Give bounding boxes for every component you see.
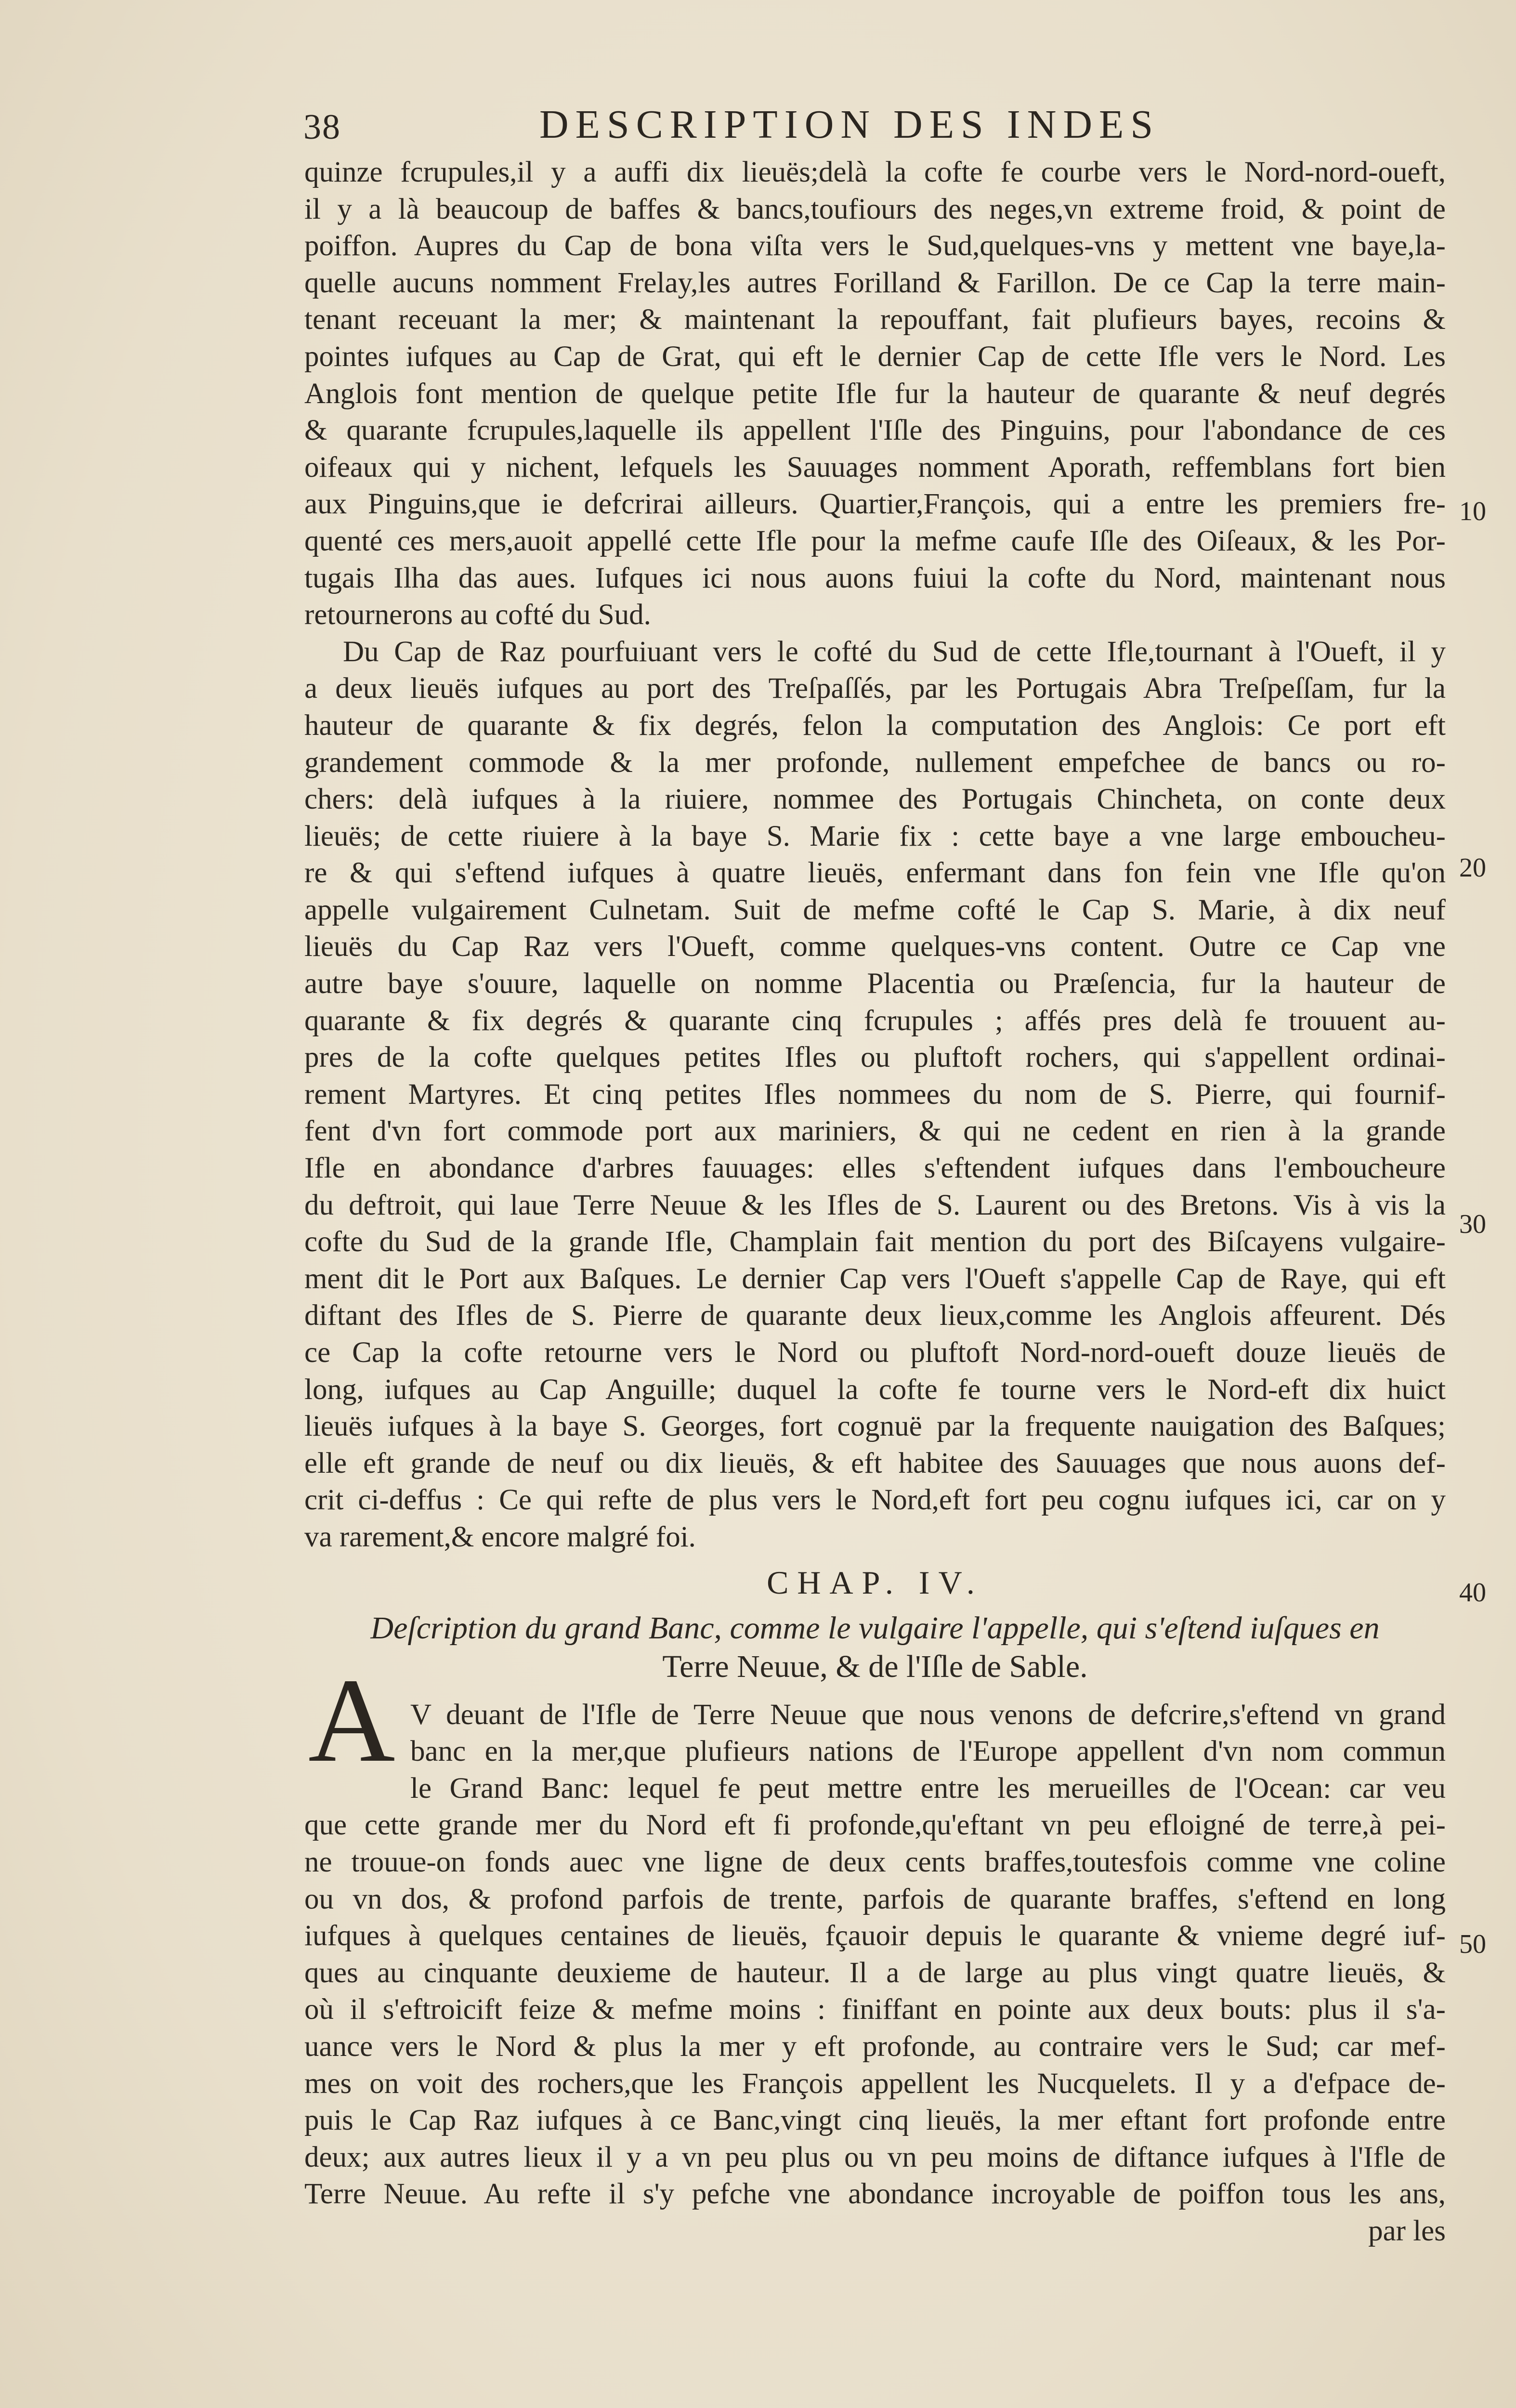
text-line: où il s'eftroicift feize & mefme moins : finiffant en pointe aux deux bouts: plus il s'a- (304, 1993, 1446, 2026)
text-line: uance vers le Nord & plus la mer y eft profonde, au contraire vers le Sud; car mef- (304, 2030, 1446, 2063)
text-line: ques au cinquante deuxieme de hauteur. Il a de large au plus vingt quatre lieuës, & (304, 1956, 1446, 1989)
text-line: il y a là beaucoup de baffes & bancs,toufiours des neges,vn extreme froid, & point de (304, 193, 1446, 225)
text-line: va rarement,& encore malgré foi. (304, 1520, 696, 1553)
text-line: tugais Ilha das aues. Iufques ici nous auons fuiui la cofte du Nord, maintenant nous (304, 562, 1446, 594)
text-line: rement Martyres. Et cinq petites Ifles nommees du nom de S. Pierre, qui fournif- (304, 1078, 1446, 1111)
text-line: lieuës iufques à la baye S. Georges, fort cognuë par la frequente nauigation des Baſques; (304, 1410, 1446, 1443)
page-number: 38 (303, 107, 341, 147)
text-line: appelle vulgairement Culnetam. Suit de mefme cofté le Cap S. Marie, à dix neuf (304, 893, 1446, 926)
margin-number: 20 (1459, 853, 1486, 883)
paragraph-1 (304, 154, 1446, 634)
text-line: a deux lieuës iufques au port des Treſpaſſés, par les Portugais Abra Treſpeſſam, fur la (304, 672, 1446, 705)
text-line: oifeaux qui y nichent, lefquels les Sauuages nomment Aporath, reffemblans fort bien (304, 451, 1446, 484)
margin-number: 40 (1459, 1578, 1486, 1608)
text-line: ment dit le Port aux Baſques. Le dernier Cap vers l'Oueft s'appelle Cap de Raye, qui eft (304, 1262, 1446, 1295)
chapter-heading: CHAP. IV. (767, 1564, 983, 1601)
text-line: Ifle en abondance d'arbres fauuages: elles s'eftendent iufques dans l'embouchеure (304, 1152, 1446, 1185)
running-head: DESCRIPTION DES INDES (539, 102, 1160, 147)
chapter-title-continued: Terre Neuue, & de l'Iſle de Sable. (662, 1649, 1088, 1684)
text-line: chers: delà iufques à la riuiere, nommee des Portugais Chincheta, on conte deux (304, 783, 1446, 816)
text-line: pres de la cofte quelques petites Ifles ou pluftoft rochers, qui s'appellent ordinai- (304, 1041, 1446, 1074)
margin-number: 10 (1459, 497, 1486, 526)
text-line: re & qui s'eftend iufques à quatre lieuës, enfermant dans fon fein vne Ifle qu'on (304, 857, 1446, 890)
text-line: poiffon. Aupres du Cap de bona viſta vers le Sud,quelques-vns y mettent vne baye,la- (304, 230, 1446, 262)
text-line: ce Cap la cofte retourne vers le Nord ou pluftoft Nord-nord-oueft douze lieuës de (304, 1336, 1446, 1369)
catchword: par les (1368, 2214, 1446, 2247)
text-line: hauteur de quarante & fix degrés, felon la computation des Anglois: Ce port eft (304, 709, 1446, 742)
text-line: iufques à quelques centaines de lieuës, fçauoir depuis le quarante & vnieme degré iuf- (304, 1920, 1446, 1952)
text-line: deux; aux autres lieux il y a vn peu plus ou vn peu moins de diftance iufques à l'Ifle de (304, 2141, 1446, 2173)
margin-number: 30 (1459, 1209, 1486, 1239)
text-line: mes on voit des rochers,que les François appellent les Nucquelets. Il y a d'efpace de- (304, 2067, 1446, 2100)
text-line: quinze fcrupules,il y a auffi dix lieuës;delà la cofte fe courbe vers le Nord-nord-oueft, (304, 156, 1446, 188)
text-line: diftant des Ifles de S. Pierre de quarante deux lieux,comme les Anglois affeurent. Dés (304, 1299, 1446, 1332)
text-line: tenant receuant la mer; & maintenant la repouffant, fait plufieurs bayes, recoins & (304, 303, 1446, 336)
text-line: banc en la mer,que plufieurs nations de l'Europe appellent d'vn nom commun (410, 1735, 1446, 1768)
text-line: le Grand Banc: lequel fe peut mettre entre les merueilles de l'Ocean: car veu (410, 1772, 1446, 1805)
text-block (304, 154, 1446, 2250)
text-line: quelle aucuns nomment Frelay,les autres Forilland & Farillon. De ce Cap la terre main- (304, 266, 1446, 299)
text-line: Anglois font mention de quelque petite Ifle fur la hauteur de quarante & neuf degrés (304, 377, 1446, 410)
text-line: Du Cap de Raz pourfuiuant vers le cofté du Sud de cette Ifle,tournant à l'Oueft, il y (343, 635, 1446, 668)
text-line: quenté ces mers,auoit appellé cette Ifle pour la mefme caufe Iſle des Oiſeaux, & les Por- (304, 524, 1446, 557)
paragraph-3 (304, 1697, 1446, 2250)
text-line: Terre Neuue. Au refte il s'y pefche vne abondance incroyable de poiffon tous les ans, (304, 2178, 1446, 2211)
drop-initial: A (308, 1654, 395, 1787)
text-line: grandement commode & la mer profonde, nullement empefchee de bancs ou ro- (304, 746, 1446, 779)
margin-number: 50 (1459, 1929, 1486, 1959)
text-line: lieuës du Cap Raz vers l'Oueft, comme quelques-vns content. Outre ce Cap vne (304, 930, 1446, 963)
text-line: du deftroit, qui laue Terre Neuue & les Ifles de S. Laurent ou des Bretons. Vis à vis la (304, 1189, 1446, 1221)
text-line: aux Pinguins,que ie defcrirai ailleurs. Quartier,François, qui a entre les premiers fre- (304, 488, 1446, 521)
paragraph-2 (304, 634, 1446, 1556)
text-line: autre baye s'ouure, laquelle on nomme Placentia ou Præſencia, fur la hauteur de (304, 968, 1446, 1000)
text-line: elle eft grande de neuf ou dix lieuës, & eft habitee des Sauuages que nous auons def- (304, 1447, 1446, 1479)
text-line: crit ci-deffus : Ce qui refte de plus vers le Nord,eft fort peu cognu iufques ici, car on y (304, 1484, 1446, 1517)
text-line: cofte du Sud de la grande Ifle, Champlain fait mention du port des Biſcayens vulgaire- (304, 1226, 1446, 1258)
text-line: fent d'vn fort commode port aux mariniers, & qui ne cedent en rien à la grande (304, 1115, 1446, 1148)
text-line: pointes iufques au Cap de Grat, qui eft le dernier Cap de cette Ifle vers le Nord. Les (304, 340, 1446, 373)
text-line: retournerons au cofté du Sud. (304, 599, 651, 631)
text-line: puis le Cap Raz iufques à ce Banc,vingt cinq lieuës, la mer eftant fort profonde entre (304, 2104, 1446, 2137)
text-line: ne trouue-on fonds auec vne ligne de deux cents braffes,toutesfois comme vne coline (304, 1845, 1446, 1878)
text-line: lieuës; de cette riuiere à la baye S. Marie fix : cette baye a vne large embouchеu- (304, 820, 1446, 852)
text-line: long, iufques au Cap Anguille; duquel la cofte fe tourne vers le Nord-eft dix huict (304, 1373, 1446, 1406)
text-line: & quarante fcrupules,laquelle ils appellent l'Iſle des Pinguins, pour l'abondance de ces (304, 414, 1446, 447)
chapter-title: Deſcription du grand Banc, comme le vulgaire l'appelle, qui s'eſtend iuſques en (370, 1610, 1380, 1646)
text-line: V deuant de l'Ifle de Terre Neuue que nous venons de defcrire,s'eftend vn grand (410, 1698, 1446, 1731)
text-line: ou vn dos, & profond parfois de trente, parfois de quarante braffes, s'eftend en long (304, 1883, 1446, 1915)
text-line: que cette grande mer du Nord eft fi profonde,qu'eftant vn peu efloigné de terre,à pei- (304, 1809, 1446, 1842)
text-line: quarante & fix degrés & quarante cinq fcrupules ; affés pres delà fe trouuent au- (304, 1004, 1446, 1037)
